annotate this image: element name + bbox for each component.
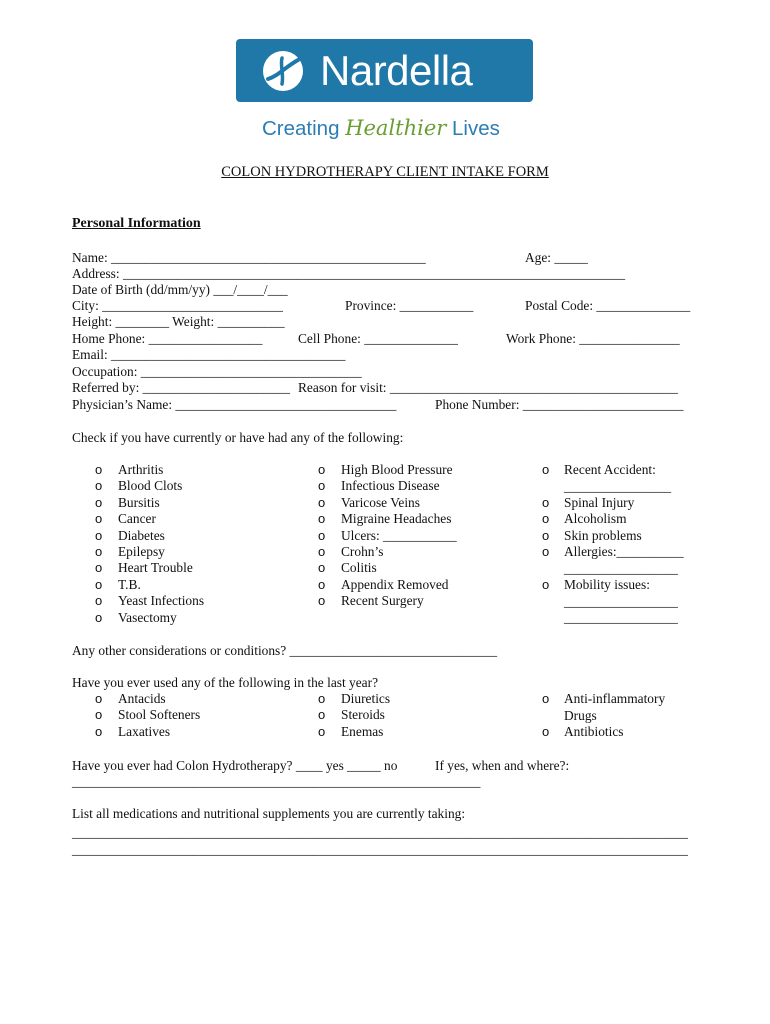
form-title [0, 163, 770, 181]
condition-arthritis: Arthritis [118, 462, 164, 477]
tagline-start: Creating [262, 117, 346, 140]
checkbox-bullet[interactable]: o [95, 494, 103, 510]
condition-bursitis: Bursitis [118, 494, 160, 510]
usage-prompt: Have you ever used any of the following in the last year? [72, 675, 379, 690]
condition-heart-trouble: Heart Trouble [118, 560, 193, 576]
brand-tagline [262, 114, 500, 143]
checkbox-bullet[interactable]: o [95, 478, 103, 494]
medications-line-1[interactable]: ____________________________________________________________________________________________ [72, 825, 688, 840]
tagline-script: Healthier [345, 116, 447, 140]
referred-by-field[interactable]: Referred by: ______________________ [72, 380, 290, 395]
hydrotherapy-question[interactable]: Have you ever had Colon Hydrotherapy? ____ yes _____ no [72, 758, 398, 773]
usage-enemas: Enemas [341, 723, 384, 739]
physician-name-field[interactable]: Physician’s Name: _________________________________ [72, 397, 397, 412]
postal-code-field[interactable]: Postal Code: ______________ [525, 298, 691, 313]
usage-anti-inflammatory-drugs: Drugs [564, 708, 597, 723]
phone-number-field[interactable]: Phone Number: ________________________ [435, 397, 684, 412]
condition-crohn-s: Crohn’s [341, 544, 384, 559]
condition-ulcers: Ulcers: ___________ [341, 527, 457, 543]
work-phone-field[interactable]: Work Phone: _______________ [506, 331, 680, 346]
usage-steroids: Steroids [341, 707, 385, 723]
checkbox-bullet[interactable]: o [95, 544, 103, 559]
checkbox-bullet[interactable]: o [318, 560, 326, 576]
checkbox-bullet[interactable]: o [318, 462, 326, 477]
checkbox-bullet[interactable]: o [95, 560, 103, 576]
address-field[interactable]: Address: ___________________________________________________________________________ [72, 266, 626, 281]
checkbox-bullet[interactable]: o [318, 723, 326, 739]
medications-prompt: List all medications and nutritional supplements you are currently taking: [72, 806, 466, 821]
checkbox-bullet[interactable]: o [318, 527, 326, 543]
hydrotherapy-where: If yes, when and where?: [435, 758, 570, 773]
condition-varicose-veins: Varicose Veins [341, 494, 420, 510]
name-field[interactable]: Name: _______________________________________________ [72, 250, 426, 265]
condition-recent-accident: Recent Accident: [564, 462, 656, 477]
city-field[interactable]: City: ___________________________ [72, 298, 283, 313]
checkbox-bullet[interactable]: o [95, 707, 103, 723]
mobility-line-2[interactable]: _________________ [564, 610, 678, 625]
form-title-text: COLON HYDROTHERAPY CLIENT INTAKE FORM [221, 164, 549, 180]
brand-name: Nardella [320, 47, 473, 94]
usage-diuretics: Diuretics [341, 691, 391, 706]
condition-skin-problems: Skin problems [564, 528, 642, 543]
occupation-field[interactable]: Occupation: _________________________________ [72, 364, 362, 379]
condition-appendix-removed: Appendix Removed [341, 576, 449, 592]
checkbox-bullet[interactable]: o [95, 691, 103, 706]
recent-accident-line[interactable]: ________________ [564, 479, 672, 494]
condition-recent-surgery: Recent Surgery [341, 593, 424, 609]
condition-cancer: Cancer [118, 511, 156, 527]
age-field[interactable]: Age: _____ [525, 250, 588, 265]
checkbox-bullet[interactable]: o [318, 478, 326, 494]
checkbox-bullet[interactable]: o [318, 707, 326, 723]
condition-migraine-headaches: Migraine Headaches [341, 511, 452, 527]
other-considerations-field[interactable]: Any other considerations or conditions? _______________________________ [72, 643, 498, 658]
reason-for-visit-field[interactable]: Reason for visit: ___________________________________________ [298, 380, 678, 395]
checkbox-bullet[interactable]: o [542, 511, 550, 526]
checkbox-bullet[interactable]: o [542, 724, 550, 739]
checkbox-bullet[interactable]: o [542, 577, 550, 592]
condition-allergies[interactable]: Allergies:__________ [564, 544, 684, 559]
condition-diabetes: Diabetes [118, 527, 165, 543]
province-field[interactable]: Province: ___________ [345, 298, 474, 313]
condition-alcoholism: Alcoholism [564, 511, 627, 526]
usage-stool-softeners: Stool Softeners [118, 707, 201, 723]
condition-vasectomy: Vasectomy [118, 609, 177, 625]
condition-epilepsy: Epilepsy [118, 544, 165, 559]
checkbox-bullet[interactable]: o [542, 544, 550, 559]
home-phone-field[interactable]: Home Phone: _________________ [72, 331, 263, 346]
condition-t-b: T.B. [118, 576, 141, 592]
checkbox-bullet[interactable]: o [318, 593, 326, 609]
usage-laxatives: Laxatives [118, 723, 171, 739]
hydrotherapy-line[interactable]: _____________________________________________________________ [72, 774, 481, 789]
dob-field[interactable]: Date of Birth (dd/mm/yy) ___/____/___ [72, 282, 288, 297]
usage-anti-inflammatory: Anti-inflammatory [564, 691, 666, 706]
medications-line-2[interactable]: ____________________________________________________________________________________________ [72, 842, 688, 857]
checkbox-bullet[interactable]: o [318, 544, 326, 559]
mobility-line-1[interactable]: _________________ [564, 594, 678, 609]
usage-antibiotics: Antibiotics [564, 724, 624, 739]
leaf-circle-icon [258, 46, 308, 96]
condition-yeast-infections: Yeast Infections [118, 593, 205, 609]
cell-phone-field[interactable]: Cell Phone: ______________ [298, 331, 458, 346]
checkbox-bullet[interactable]: o [95, 462, 103, 477]
condition-infectious-disease: Infectious Disease [341, 478, 440, 494]
checkbox-bullet[interactable]: o [95, 527, 103, 543]
checkbox-bullet[interactable]: o [95, 511, 103, 527]
checkbox-bullet[interactable]: o [95, 609, 103, 625]
condition-blood-clots: Blood Clots [118, 478, 183, 494]
section-heading-personal: Personal Information [72, 216, 201, 231]
condition-high-blood-pressure: High Blood Pressure [341, 462, 453, 477]
checkbox-bullet[interactable]: o [318, 691, 326, 706]
checkbox-bullet[interactable]: o [95, 576, 103, 592]
email-field[interactable]: Email: ___________________________________ [72, 347, 346, 362]
checkbox-bullet[interactable]: o [318, 511, 326, 527]
height-weight-field[interactable]: Height: ________ Weight: __________ [72, 314, 285, 329]
condition-mobility-issues: Mobility issues: [564, 577, 650, 592]
usage-antacids: Antacids [118, 691, 166, 706]
allergies-line[interactable]: _________________ [564, 561, 678, 576]
conditions-prompt: Check if you have currently or have had any of the following: [72, 430, 404, 445]
checkbox-bullet[interactable]: o [542, 495, 550, 510]
checkbox-bullet[interactable]: o [318, 576, 326, 592]
checkbox-bullet[interactable]: o [542, 691, 550, 706]
condition-spinal-injury: Spinal Injury [564, 495, 635, 510]
checkbox-bullet[interactable]: o [318, 494, 326, 510]
checkbox-bullet[interactable]: o [542, 462, 550, 477]
checkbox-bullet[interactable]: o [95, 593, 103, 609]
checkbox-bullet[interactable]: o [95, 723, 103, 739]
checkbox-bullet[interactable]: o [542, 528, 550, 543]
condition-colitis: Colitis [341, 560, 377, 576]
tagline-end: Lives [446, 117, 500, 140]
